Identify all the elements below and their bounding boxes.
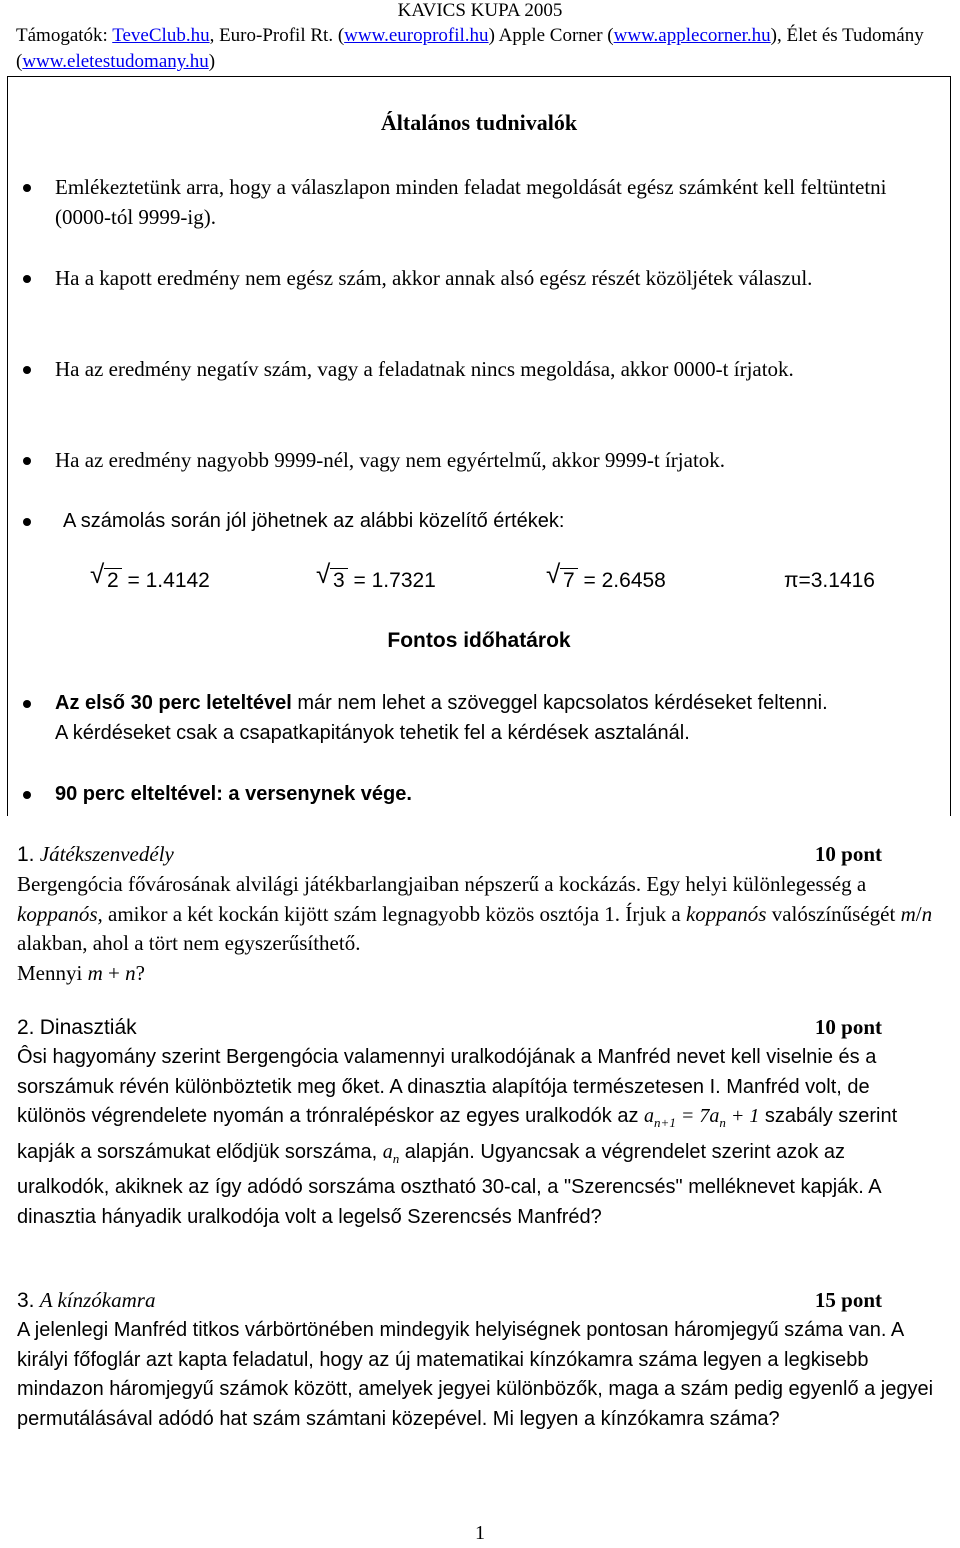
sponsor-text: ) Apple Corner ( — [488, 25, 614, 46]
deadlines-title: Fontos időhatárok — [387, 629, 571, 652]
problem-header — [17, 1013, 937, 1043]
deadline-bullet — [23, 779, 923, 809]
problem-3 — [17, 1286, 937, 1434]
sponsor-text: , Euro-Profil Rt. ( — [209, 25, 345, 46]
sponsor-link-teveclub[interactable]: TeveClub.hu — [112, 25, 210, 46]
page-number: 1 — [475, 1522, 485, 1544]
sponsor-link-europrofil[interactable]: www.europrofil.hu — [344, 25, 489, 46]
deadline-text: 90 perc elteltével: a versenynek vége. — [55, 783, 412, 805]
bullet-text: Emlékeztetünk arra, hogy a válaszlapon minden feladat megoldását egész számként kell feltüntetni (0000-tól 9999-ig). — [55, 175, 887, 229]
problem-number: 2. — [17, 1016, 35, 1039]
problem-1 — [17, 840, 937, 988]
bullet-text: Ha a kapott eredmény nem egész szám, akkor annak alsó egész részét közöljétek válaszul. — [55, 266, 813, 290]
sponsors-prefix: Támogatók: — [16, 25, 113, 46]
problem-header — [17, 840, 937, 870]
bullet-dot-icon — [23, 366, 31, 374]
problem-points: 10 pont — [814, 1015, 882, 1039]
bullet-text: Ha az eredmény negatív szám, vagy a feladatnak nincs megoldása, akkor 0000-t írjatok. — [55, 357, 794, 381]
bullet-item — [23, 263, 923, 293]
deadline-text: Az első 30 perc leteltével már nem lehet a szöveggel kapcsolatos kérdéseket feltenni. A kérdéseket csak a csapatkapitányok tehetik fel a kérdések asztalánál. — [55, 692, 828, 744]
problem-title: Játékszenvedély — [39, 842, 174, 866]
page-header: KAVICS KUPA 2005 — [397, 0, 563, 21]
sqrt-icon: √ — [546, 559, 561, 589]
bullet-dot-icon — [23, 457, 31, 465]
sponsor-text: ), Élet és Tudomány ( — [16, 25, 924, 72]
bullet-dot-icon — [23, 518, 31, 526]
problem-text: Bergengócia fővárosának alvilági játékbarlangjaiban népszerű a kockázás. Egy helyi különlegesség a koppanós, amikor a két kockán kijött szám legnagyobb közös osztója 1. Írjuk a koppanós valószínűségét m/n alakban, ahol a tört nem egyszerűsíthető. Mennyi m + n? — [17, 872, 933, 985]
problem-points: 10 pont — [814, 842, 882, 866]
sponsor-text: ) — [208, 51, 216, 72]
problem-text: A jelenlegi Manfréd titkos várbörtönében mindegyik helyiségnek pontosan háromjegyű száma van. A királyi főfoglár azt kapta feladatul, hogy az új matematikai kínzókamra száma legyen a legkisebb mindazon háromjegyű számok között, amelyek jegyei különbözők, maga a szám pedig egyenlő a jegyei permutálásával adódó hat szám számtani közepével. Mi legyen a kínzókamra száma? — [17, 1319, 934, 1430]
bullet-dot-icon — [23, 275, 31, 283]
problem-points: 15 pont — [814, 1288, 882, 1312]
bullet-dot-icon — [23, 791, 31, 799]
bullet-item — [23, 354, 923, 384]
approx-sqrt2: √ 2 = 1.4142 — [90, 559, 210, 592]
bullet-item — [23, 172, 923, 232]
problem-text: Ôsi hagyomány szerint Bergengócia valamennyi uralkodójának a Manfréd nevet kell viselnie és a sorszámuk révén különböztetik meg őket. A dinasztia alapítója természetesen I. Manfréd volt, de különös végrendelete nyomán a trónralépéskor az egyes uralkodók az $a_{n+1} = 7a_n + 1$ szabály szerint kapják a sorszámukat elődjük sorszáma, $a_n$ alapján. Ugyancsak a végrendelet szerint azok az uralkodók, akiknek az így adódó sorszáma osztható 30-cal, a "Szerencsés" melléknevet kapják. A dinasztia hányadik uralkodója volt a legelső Szerencsés Manfréd? — [17, 1046, 898, 1228]
approx-pi: π=3.1416 — [784, 569, 875, 592]
problem-number: 3. — [17, 1289, 35, 1312]
bullet-text: Ha az eredmény nagyobb 9999-nél, vagy nem egyértelmű, akkor 9999-t írjatok. — [55, 448, 726, 472]
sqrt-icon: √ — [90, 559, 105, 589]
problem-title: A kínzókamra — [39, 1288, 156, 1312]
problem-title: Dinasztiák — [39, 1016, 137, 1039]
bullet-dot-icon — [23, 184, 31, 192]
sponsors-line — [16, 23, 951, 75]
approx-sqrt7: √ 7 = 2.6458 — [546, 559, 666, 592]
problem-header — [17, 1286, 937, 1316]
bullet-text: A számolás során jól jöhetnek az alábbi közelítő értékek: — [63, 510, 565, 532]
general-info-title: Általános tudnivalók — [380, 110, 578, 135]
approx-sqrt3: √ 3 = 1.7321 — [316, 559, 436, 592]
recurrence-formula: $a_{n+1} = 7a_n + 1$ — [644, 1105, 760, 1130]
general-info-box — [7, 76, 951, 816]
sqrt-icon: √ — [316, 559, 331, 589]
bullet-item — [23, 445, 923, 475]
bullet-item — [23, 506, 923, 536]
bullet-dot-icon — [23, 700, 31, 708]
problem-number: 1. — [17, 843, 35, 866]
sponsor-link-eletestudomany[interactable]: www.eletestudomany.hu — [22, 51, 209, 72]
problem-2 — [17, 1013, 937, 1232]
sponsor-link-applecorner[interactable]: www.applecorner.hu — [613, 25, 771, 46]
deadline-bullet — [23, 688, 923, 748]
